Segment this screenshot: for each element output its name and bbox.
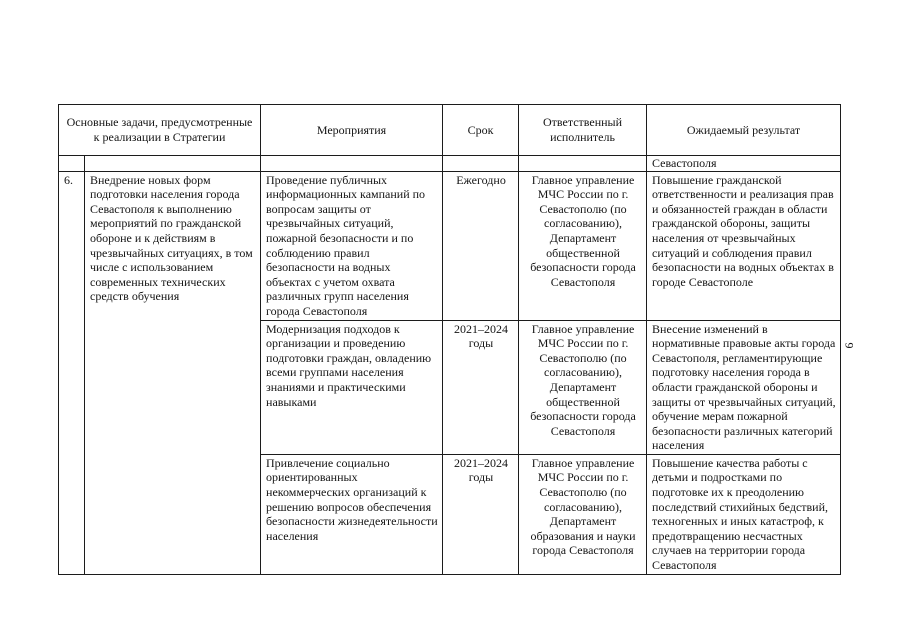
empty-cell xyxy=(85,156,261,172)
measure-cell: Привлечение социально ориентированных некоммерческих организаций к решению вопросов обеспечения безопасности жизнедеятельности населения xyxy=(261,454,443,574)
table-row xyxy=(59,171,841,320)
result-cell: Повышение гражданской ответственности и реализация прав и обязанностей граждан в области гражданской обороны, защиты населения от чрезвычайных ситуаций и соблюдения правил безопасности на водных объектах в городе Севастополе xyxy=(647,171,841,320)
table-header-row xyxy=(59,105,841,156)
header-measures: Мероприятия xyxy=(261,105,443,156)
result-cell: Внесение изменений в нормативные правовые акты города Севастополя, регламентирующие подготовку населения города в области гражданской обороны и защиты от чрезвычайных ситуаций, обучение мерам пожарной безопасности различных категорий населения xyxy=(647,320,841,454)
strategy-table xyxy=(58,104,841,575)
measure-cell: Проведение публичных информационных кампаний по вопросам защиты от чрезвычайных ситуаций, пожарной безопасности и по соблюдению правил безопасности на водных объектах с учетом охвата различных групп населения города Севастополя xyxy=(261,171,443,320)
header-term: Срок xyxy=(443,105,519,156)
task-text: Внедрение новых форм подготовки населения города Севастополя к выполнению мероприятий по гражданской обороне и к действиям в чрезвычайных ситуациях, в том числе с использованием современных технических средств обучения xyxy=(85,171,261,574)
executor-cell: Главное управление МЧС России по г. Севастополю (по согласованию), Департамент общественной безопасности города Севастополя xyxy=(519,171,647,320)
result-cell: Повышение качества работы с детьми и подростками по подготовке их к преодолению последствий стихийных бедствий, техногенных и иных катастроф, к предотвращению несчастных случаев на территории города Севастополя xyxy=(647,454,841,574)
continuation-text: Севастополя xyxy=(647,156,841,172)
continuation-row xyxy=(59,156,841,172)
measure-cell: Модернизация подходов к организации и проведению подготовки граждан, овладению всеми группами населения знаниями и практическими навыками xyxy=(261,320,443,454)
executor-cell: Главное управление МЧС России по г. Севастополю (по согласованию), Департамент образования и науки города Севастополя xyxy=(519,454,647,574)
executor-cell: Главное управление МЧС России по г. Севастополю (по согласованию), Департамент общественной безопасности города Севастополя xyxy=(519,320,647,454)
term-cell: 2021–2024 годы xyxy=(443,320,519,454)
header-result: Ожидаемый результат xyxy=(647,105,841,156)
term-cell: 2021–2024 годы xyxy=(443,454,519,574)
header-tasks: Основные задачи, предусмотренные к реализации в Стратегии xyxy=(59,105,261,156)
task-number: 6. xyxy=(59,171,85,574)
empty-cell xyxy=(519,156,647,172)
empty-cell xyxy=(261,156,443,172)
empty-cell xyxy=(443,156,519,172)
term-cell: Ежегодно xyxy=(443,171,519,320)
empty-cell xyxy=(59,156,85,172)
header-executor: Ответственный исполнитель xyxy=(519,105,647,156)
page-number: 9 xyxy=(842,342,857,349)
